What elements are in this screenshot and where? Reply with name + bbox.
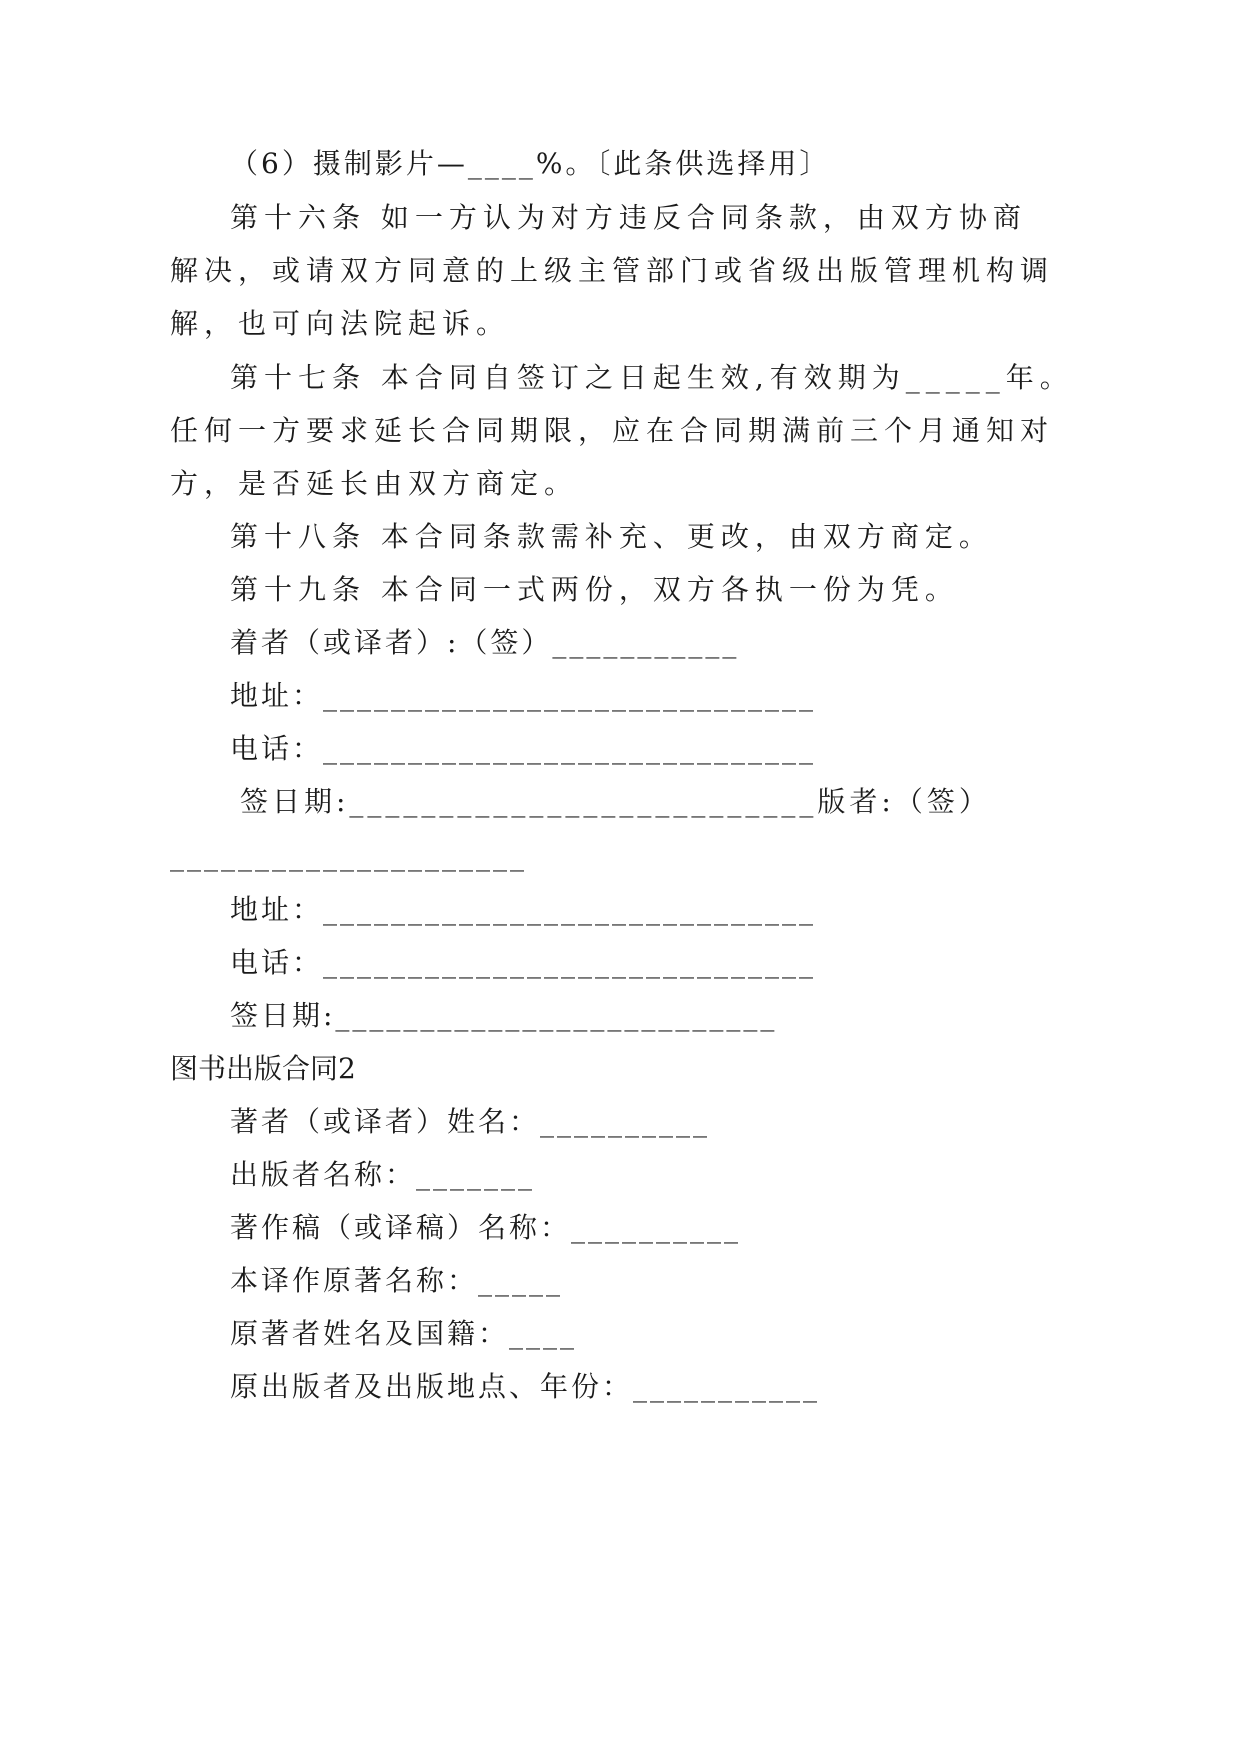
publisher-address-line: 地址：_____________________________ xyxy=(230,893,817,926)
original-author-line: 原著者姓名及国籍：____ xyxy=(230,1317,578,1350)
author-date-publisher-line: 签日期:__________________________版者:（签） xyxy=(240,785,991,818)
article-17-line-2: 任何一方要求延长合同期限，应在合同期满前三个月通知对 xyxy=(170,414,1055,447)
article-16-line-1: 第十六条 如一方认为对方违反合同条款，由双方协商 xyxy=(230,201,1027,234)
publisher-phone-line: 电话：_____________________________ xyxy=(230,946,817,979)
author-name-line: 著者（或译者）姓名：__________ xyxy=(230,1105,711,1138)
article-17-line-1: 第十七条 本合同自签订之日起生效,有效期为_____年。 xyxy=(230,361,1074,394)
publisher-name-line: 出版者名称：_______ xyxy=(230,1158,536,1191)
publisher-date-line: 签日期:__________________________ xyxy=(230,999,778,1032)
author-signature-line: 着者（或译者）:（签）___________ xyxy=(230,626,740,659)
article-17-line-3: 方，是否延长由双方商定。 xyxy=(170,467,579,500)
author-address-line: 地址：_____________________________ xyxy=(230,679,817,712)
original-title-line: 本译作原著名称：_____ xyxy=(230,1264,564,1297)
publisher-signature-blank: _____________________ xyxy=(170,839,527,872)
original-publisher-line: 原出版者及出版地点、年份：___________ xyxy=(230,1370,821,1403)
article-16-line-3: 解，也可向法院起诉。 xyxy=(170,307,511,340)
section-title: 图书出版合同2 xyxy=(170,1052,356,1085)
manuscript-name-line: 著作稿（或译稿）名称：__________ xyxy=(230,1211,742,1244)
clause-6-line: （6）摄制影片—____%。〔此条供选择用〕 xyxy=(230,147,831,180)
author-phone-line: 电话：_____________________________ xyxy=(230,732,817,765)
article-16-line-2: 解决，或请双方同意的上级主管部门或省级出版管理机构调 xyxy=(170,254,1055,287)
article-18-line: 第十八条 本合同条款需补充、更改，由双方商定。 xyxy=(230,520,993,553)
article-19-line: 第十九条 本合同一式两份，双方各执一份为凭。 xyxy=(230,573,959,606)
